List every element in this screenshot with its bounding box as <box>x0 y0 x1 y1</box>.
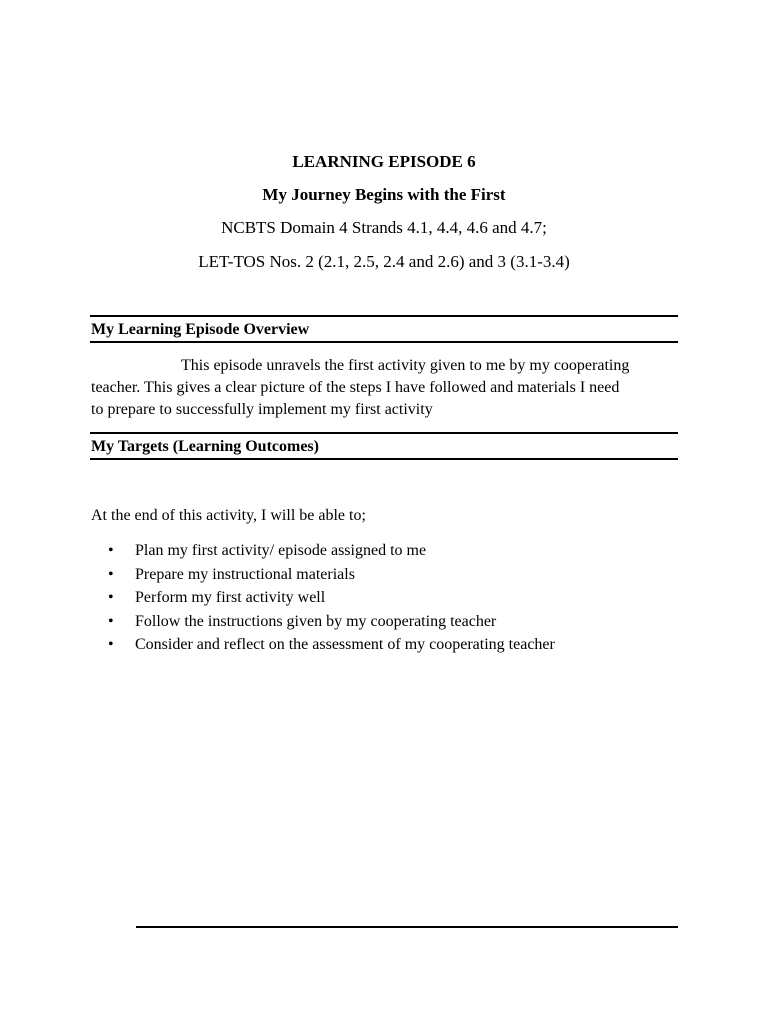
overview-top-rule <box>90 315 678 317</box>
targets-bottom-rule <box>90 458 678 460</box>
list-item-text: Perform my first activity well <box>135 589 326 607</box>
targets-heading: My Targets (Learning Outcomes) <box>91 438 319 455</box>
overview-line: to prepare to successfully implement my first activity <box>91 401 433 418</box>
overview-paragraph <box>91 355 681 421</box>
let-tos-reference: LET-TOS Nos. 2 (2.1, 2.5, 2.4 and 2.6) and 3 (3.1-3.4) <box>198 252 570 271</box>
list-item <box>108 610 555 634</box>
ncbts-reference: NCBTS Domain 4 Strands 4.1, 4.4, 4.6 and 4.7; <box>221 218 547 237</box>
list-item-text: Plan my first activity/ episode assigned to me <box>135 542 427 559</box>
list-item-text: Consider and reflect on the assessment of my cooperating teacher <box>135 636 555 654</box>
list-item <box>108 586 555 610</box>
episode-title: LEARNING EPISODE 6 <box>292 152 476 171</box>
overview-line: teacher. This gives a clear picture of the steps I have followed and materials I need <box>91 379 620 396</box>
targets-list <box>108 539 555 657</box>
list-item-text: Follow the instructions given by my cooperating teacher <box>135 612 497 630</box>
bullet-icon: • <box>108 612 114 630</box>
bullet-icon: • <box>108 589 114 607</box>
overview-line: This episode unravels the first activity given to me by my cooperating <box>181 357 630 374</box>
list-item-text: Prepare my instructional materials <box>135 565 355 583</box>
overview-bottom-rule <box>90 341 678 343</box>
list-item <box>108 539 555 563</box>
bullet-icon: • <box>108 542 114 559</box>
episode-subtitle: My Journey Begins with the First <box>262 185 506 204</box>
footer-rule <box>136 926 678 928</box>
list-item <box>108 563 555 587</box>
targets-top-rule <box>90 432 678 434</box>
bullet-icon: • <box>108 636 114 654</box>
overview-heading: My Learning Episode Overview <box>91 321 310 338</box>
list-item <box>108 633 555 657</box>
targets-intro: At the end of this activity, I will be able to; <box>91 507 366 524</box>
bullet-icon: • <box>108 565 114 583</box>
